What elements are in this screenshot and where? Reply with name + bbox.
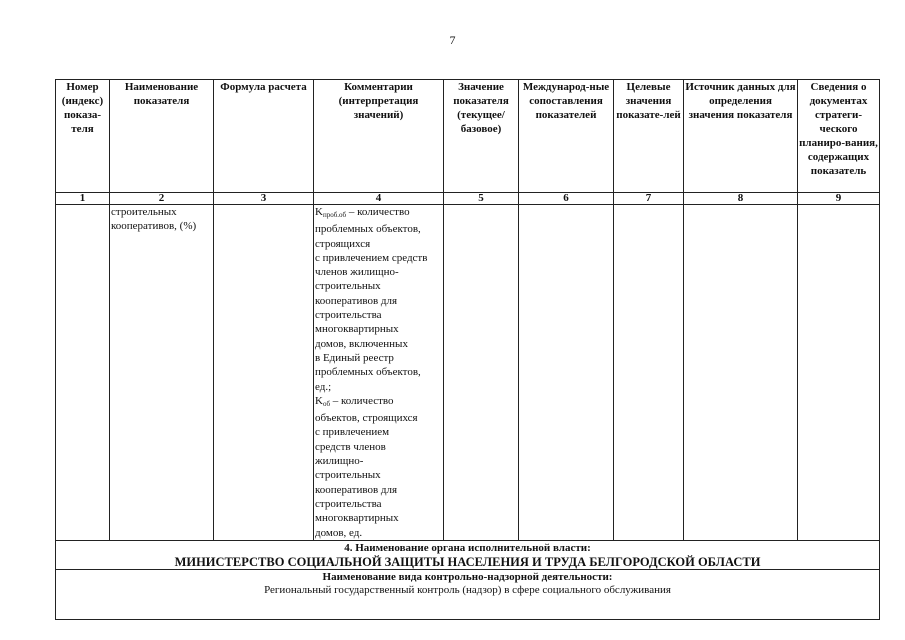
column-number: 5 (444, 193, 519, 205)
authority-name: МИНИСТЕРСТВО СОЦИАЛЬНОЙ ЗАЩИТЫ НАСЕЛЕНИЯ И ТРУДА БЕЛГОРОДСКОЙ ОБЛАСТИ (174, 554, 761, 569)
column-number-row (56, 193, 880, 205)
header-cell: Наименование показателя (110, 80, 214, 193)
comment-line: кооперативов для (315, 294, 398, 307)
comment-line: объектов, строящихся (315, 412, 418, 425)
header-cell: Международ-ные сопоставления показателей (519, 80, 614, 193)
value-cell (444, 205, 519, 541)
comment-line: с привлечением (315, 426, 390, 439)
comment-line: строительных (315, 280, 381, 293)
comment-line: домов, ед. (315, 526, 363, 539)
variable-subscript: об (322, 399, 331, 408)
comment-line (315, 205, 442, 222)
comment-line: в Единый реестр (315, 351, 394, 364)
formula-cell (214, 205, 314, 541)
column-number: 8 (684, 193, 798, 205)
comment-line: ед.; (315, 380, 332, 393)
comment-line: членов жилищно- (315, 266, 399, 279)
header-cell: Формула расчета (214, 80, 314, 193)
header-cell: Сведения о документах стратеги-ческого планиро-вания, содержащих показатель (798, 80, 880, 193)
header-cell: Источник данных для определения значения показателя (684, 80, 798, 193)
section-heading: 4. Наименование органа исполнительной власти: (344, 541, 591, 554)
comment-line (315, 394, 442, 411)
comment-line: кооперативов для (315, 483, 398, 496)
control-type-heading: Наименование вида контрольно-надзорной деятельности: (322, 570, 613, 583)
comment-line: домов, включенных (315, 337, 408, 350)
indicator-name-line: строительных (111, 206, 177, 218)
control-row (56, 569, 880, 619)
indicator-name-line: кооперативов, (%) (111, 220, 197, 233)
control-type-text: Региональный государственный контроль (надзор) в сфере социального обслуживания (264, 583, 671, 596)
column-number: 3 (214, 193, 314, 205)
comment-line: многоквартирных (315, 323, 399, 336)
data-source-cell (684, 205, 798, 541)
variable-symbol: K (315, 394, 323, 407)
index-cell (56, 205, 110, 541)
target-value-cell (614, 205, 684, 541)
column-number: 4 (314, 193, 444, 205)
header-cell: Целевые значения показате-лей (614, 80, 684, 193)
section-row (56, 540, 880, 569)
control-cell (56, 569, 880, 619)
comment-line: строящихся (315, 237, 371, 250)
variable-symbol: K (315, 206, 323, 218)
indicators-table (55, 79, 880, 620)
column-number: 2 (110, 193, 214, 205)
column-number: 6 (519, 193, 614, 205)
indicator-name-cell (110, 205, 214, 541)
comment-line: с привлечением средств (315, 251, 428, 264)
comment-line: проблемных объектов, (315, 223, 421, 236)
international-comparison-cell (519, 205, 614, 541)
comment-text: – количество (330, 394, 394, 407)
section-cell (56, 540, 880, 569)
header-cell: Номер (индекс) показа-теля (56, 80, 110, 193)
comment-cell (314, 205, 444, 541)
comment-line: жилищно- (315, 455, 364, 468)
comment-text: – количество (346, 206, 410, 218)
header-cell: Комментарии (интерпретация значений) (314, 80, 444, 193)
table-row (56, 205, 880, 541)
comment-line: проблемных объектов, (315, 366, 421, 379)
header-row (56, 80, 880, 193)
strategic-documents-cell (798, 205, 880, 541)
comment-line: средств членов (315, 440, 386, 453)
comment-line: строительства (315, 309, 382, 322)
comment-line: строительства (315, 497, 382, 510)
comment-line: многоквартирных (315, 512, 399, 525)
header-cell: Значение показателя (текущее/ базовое) (444, 80, 519, 193)
column-number: 7 (614, 193, 684, 205)
page-number: 7 (449, 33, 456, 47)
column-number: 9 (798, 193, 880, 205)
variable-subscript: проб.об (322, 211, 347, 219)
column-number: 1 (56, 193, 110, 205)
comment-line: строительных (315, 469, 381, 482)
